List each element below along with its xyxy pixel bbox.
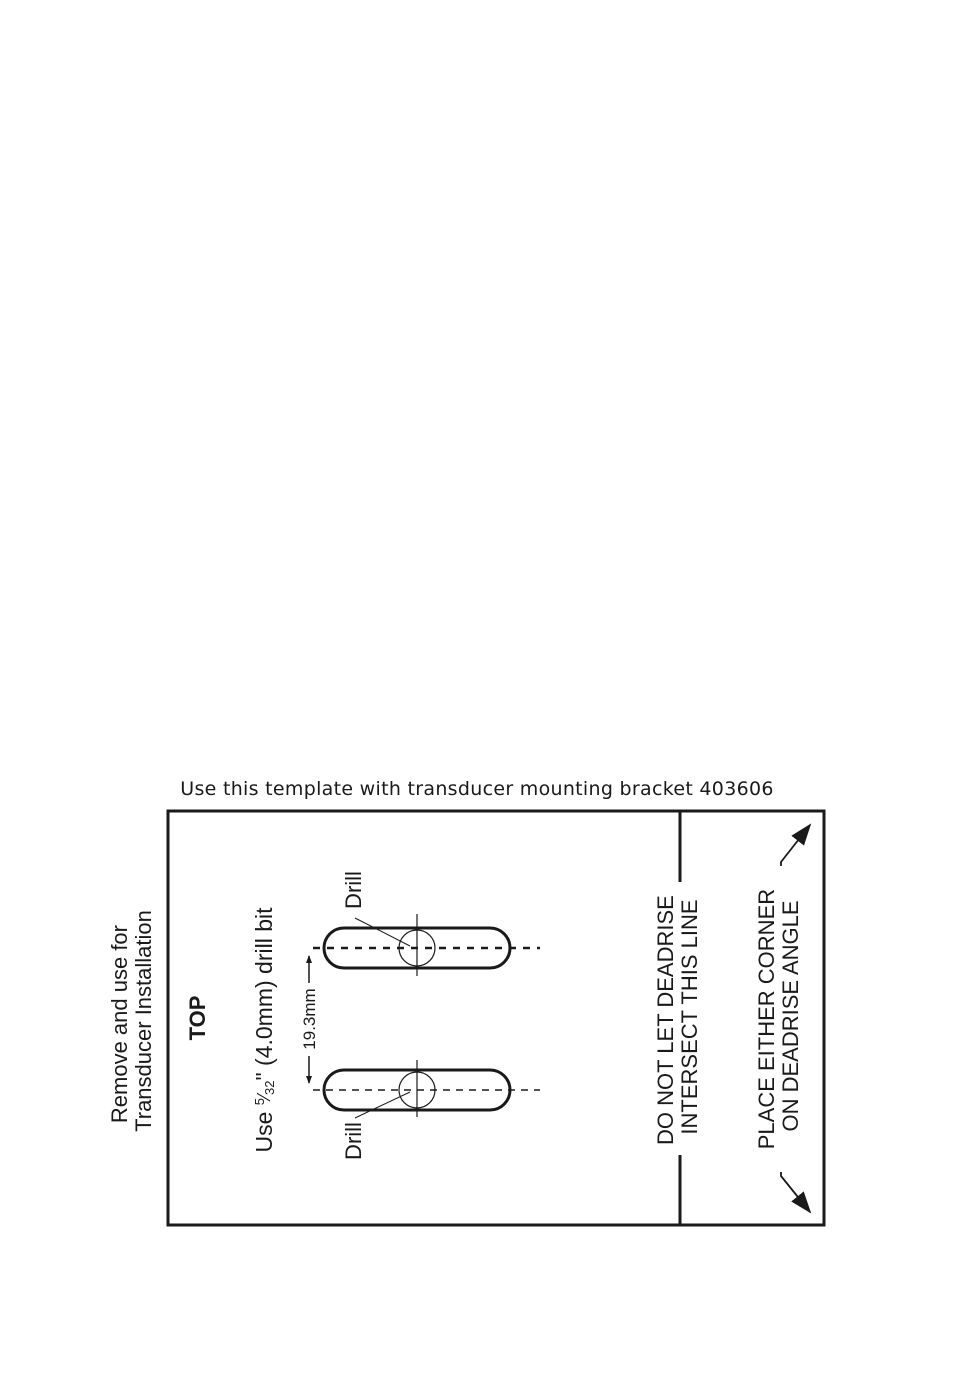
drill-leader-upper [355, 918, 410, 946]
drill-bit-prefix: Use [251, 1105, 277, 1153]
side-note-line2: Transducer Installation [131, 910, 156, 1132]
corner-note [754, 883, 803, 1150]
corner-arrow-bottom [781, 1172, 810, 1212]
corner-arrow-top [781, 825, 810, 866]
spacing-label: 19.3mm [300, 988, 319, 1050]
drill-bit-denominator: 32 [262, 1080, 277, 1095]
drill-bit-instruction [251, 907, 277, 1153]
drill-bit-slash: ⁄ [254, 1094, 274, 1098]
drill-bit-suffix: " (4.0mm) drill bit [251, 907, 277, 1081]
drill-label-lower: Drill [341, 1122, 366, 1160]
drill-bit-numerator: 5 [252, 1097, 267, 1106]
lower-mounting-slot [313, 1060, 540, 1117]
drill-leader-lower [355, 1092, 410, 1118]
deadrise-warning-line2: INTERSECT THIS LINE [677, 899, 702, 1135]
corner-note-line2: ON DEADRISE ANGLE [778, 900, 803, 1132]
drill-label-upper: Drill [341, 871, 366, 909]
side-note [107, 910, 156, 1132]
template-caption: Use this template with transducer mounting bracket 403606 [180, 778, 774, 800]
side-note-line1: Remove and use for [107, 925, 132, 1124]
deadrise-warning-line1: DO NOT LET DEADRISE [653, 895, 678, 1145]
top-label: TOP [185, 995, 210, 1041]
corner-note-line1: PLACE EITHER CORNER [754, 888, 779, 1150]
deadrise-warning [653, 889, 702, 1145]
upper-mounting-slot [313, 914, 540, 976]
